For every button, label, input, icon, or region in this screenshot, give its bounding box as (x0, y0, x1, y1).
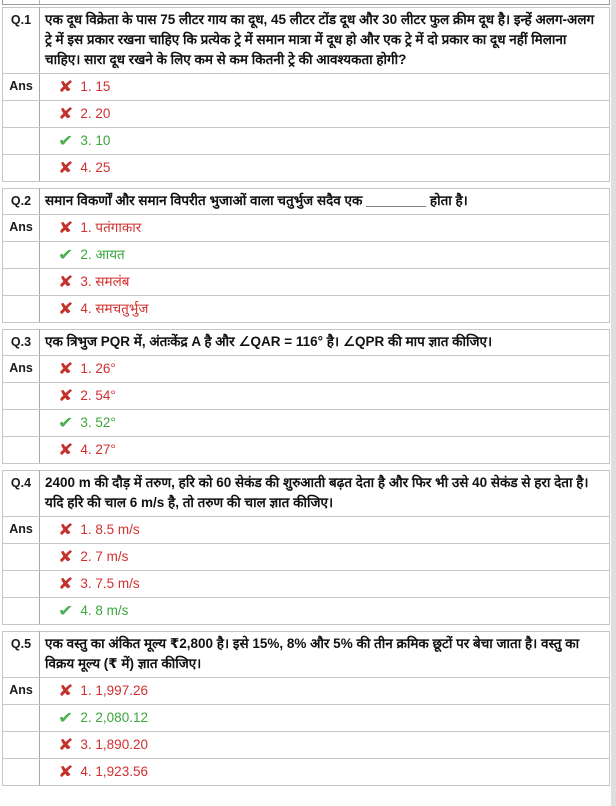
question-number: Q.4 (3, 471, 40, 517)
answer-option-row (3, 74, 610, 101)
answer-option-row (3, 356, 610, 383)
question-row (3, 632, 610, 678)
question-row (3, 189, 610, 215)
answer-option-label: 2. 20 (80, 106, 111, 121)
answer-option-row (3, 269, 610, 296)
answer-option-row (3, 383, 610, 410)
answer-option-row (3, 296, 610, 323)
cross-icon: ✘ (57, 737, 74, 754)
cross-icon: ✘ (57, 442, 74, 459)
cross-icon: ✘ (57, 388, 74, 405)
question-number: Q.3 (3, 330, 40, 356)
question-text: एक वस्तु का अंकित मूल्य ₹2,800 है। इसे 15%, 8% और 5% की तीन क्रमिक छूटों पर बेचा जाता है। वस्तु का विक्रय मूल्य (₹ में) ज्ञात कीजिए। (40, 632, 610, 678)
check-icon: ✔ (57, 415, 74, 432)
answer-option-label: 4. 27° (80, 442, 116, 457)
question-block-3 (2, 329, 610, 464)
check-icon: ✔ (57, 133, 74, 150)
cross-icon: ✘ (57, 274, 74, 291)
cross-icon: ✘ (57, 79, 74, 96)
question-block-4 (2, 470, 610, 625)
answer-option-label: 4. 25 (80, 160, 111, 175)
answer-option-row (3, 571, 610, 598)
cross-icon: ✘ (57, 361, 74, 378)
question-number: Q.1 (3, 8, 40, 74)
answer-option-row (3, 732, 610, 759)
row-spacer-cell (3, 383, 40, 410)
row-spacer-cell (3, 759, 40, 786)
row-spacer-cell (3, 410, 40, 437)
column-divider (39, 0, 40, 4)
row-spacer-cell (3, 705, 40, 732)
answer-option-label: 1. पतंगाकार (80, 220, 142, 235)
answer-option-label: 1. 26° (80, 361, 116, 376)
row-spacer-cell (3, 598, 40, 625)
check-icon: ✔ (57, 710, 74, 727)
answer-label: Ans (3, 74, 40, 101)
cross-icon: ✘ (57, 522, 74, 539)
answer-label: Ans (3, 215, 40, 242)
answer-option-label: 2. 7 m/s (80, 549, 129, 564)
answer-option-label: 4. समचतुर्भुज (80, 301, 149, 316)
previous-row-remnant (2, 0, 610, 5)
answer-option-row (3, 242, 610, 269)
question-number: Q.2 (3, 189, 40, 215)
answer-option-row (3, 544, 610, 571)
answer-option-row (3, 410, 610, 437)
answer-option-row (3, 437, 610, 464)
cross-icon: ✘ (57, 576, 74, 593)
cross-icon: ✘ (57, 220, 74, 237)
answer-option-label: 2. 2,080.12 (80, 710, 148, 725)
check-icon: ✔ (57, 247, 74, 264)
answer-option-row (3, 517, 610, 544)
check-icon: ✔ (57, 603, 74, 620)
answer-option-label: 4. 8 m/s (80, 603, 129, 618)
cross-icon: ✘ (57, 764, 74, 781)
cross-icon: ✘ (57, 683, 74, 700)
row-spacer-cell (3, 296, 40, 323)
question-number: Q.5 (3, 632, 40, 678)
question-block-1 (2, 7, 610, 182)
answer-option-label: 3. 7.5 m/s (80, 576, 140, 591)
question-text: एक त्रिभुज PQR में, अंतःकेंद्र A है और ∠QAR = 116° है। ∠QPR की माप ज्ञात कीजिए। (40, 330, 610, 356)
cross-icon: ✘ (57, 160, 74, 177)
question-text: 2400 m की दौड़ में तरुण, हरि को 60 सेकंड की शुरुआती बढ़त देता है और फिर भी उसे 40 सेकंड से हरा देता है। यदि हरि की चाल 6 m/s है, तो तरुण की चाल ज्ञात कीजिए। (40, 471, 610, 517)
answer-option-row (3, 128, 610, 155)
answer-option-row (3, 678, 610, 705)
row-spacer-cell (3, 128, 40, 155)
quiz-table-area (2, 0, 610, 786)
question-row (3, 8, 610, 74)
answer-option-row (3, 598, 610, 625)
answer-option-label: 4. 1,923.56 (80, 764, 148, 779)
question-row (3, 471, 610, 517)
answer-option-row (3, 705, 610, 732)
answer-label: Ans (3, 356, 40, 383)
answer-label: Ans (3, 517, 40, 544)
row-spacer-cell (3, 571, 40, 598)
question-text: समान विकर्णों और समान विपरीत भुजाओं वाला चतुर्भुज सदैव एक ________ होता है। (40, 189, 610, 215)
answer-option-row (3, 101, 610, 128)
row-spacer-cell (3, 437, 40, 464)
answer-option-label: 1. 8.5 m/s (80, 522, 140, 537)
cross-icon: ✘ (57, 301, 74, 318)
answer-option-label: 3. समलंब (80, 274, 130, 289)
answer-option-label: 3. 10 (80, 133, 111, 148)
answer-option-label: 3. 1,890.20 (80, 737, 148, 752)
row-spacer-cell (3, 732, 40, 759)
row-spacer-cell (3, 101, 40, 128)
row-spacer-cell (3, 544, 40, 571)
answer-option-label: 1. 1,997.26 (80, 683, 148, 698)
answer-option-label: 2. 54° (80, 388, 116, 403)
question-row (3, 330, 610, 356)
answer-option-label: 1. 15 (80, 79, 111, 94)
row-spacer-cell (3, 155, 40, 182)
answer-option-label: 3. 52° (80, 415, 116, 430)
answer-option-label: 2. आयत (80, 247, 125, 262)
row-spacer-cell (3, 242, 40, 269)
scrollbar-track[interactable] (611, 0, 616, 806)
answer-option-row (3, 759, 610, 786)
answer-label: Ans (3, 678, 40, 705)
question-block-5 (2, 631, 610, 786)
question-text: एक दूध विक्रेता के पास 75 लीटर गाय का दूध, 45 लीटर टोंड दूध और 30 लीटर फुल क्रीम दूध है। इन्हें अलग-अलग ट्रे में इस प्रकार रखना चाहिए कि प्रत्येक ट्रे में समान मात्रा में दूध हो और एक ट्रे में दो प्रकार का दूध नहीं मिलाना चाहिए। सारा दूध रखने के लिए कम से कम कितनी ट्रे की आवश्यकता होगी? (40, 8, 610, 74)
answer-option-row (3, 215, 610, 242)
cross-icon: ✘ (57, 106, 74, 123)
question-block-2 (2, 188, 610, 323)
answer-option-row (3, 155, 610, 182)
row-spacer-cell (3, 269, 40, 296)
cross-icon: ✘ (57, 549, 74, 566)
